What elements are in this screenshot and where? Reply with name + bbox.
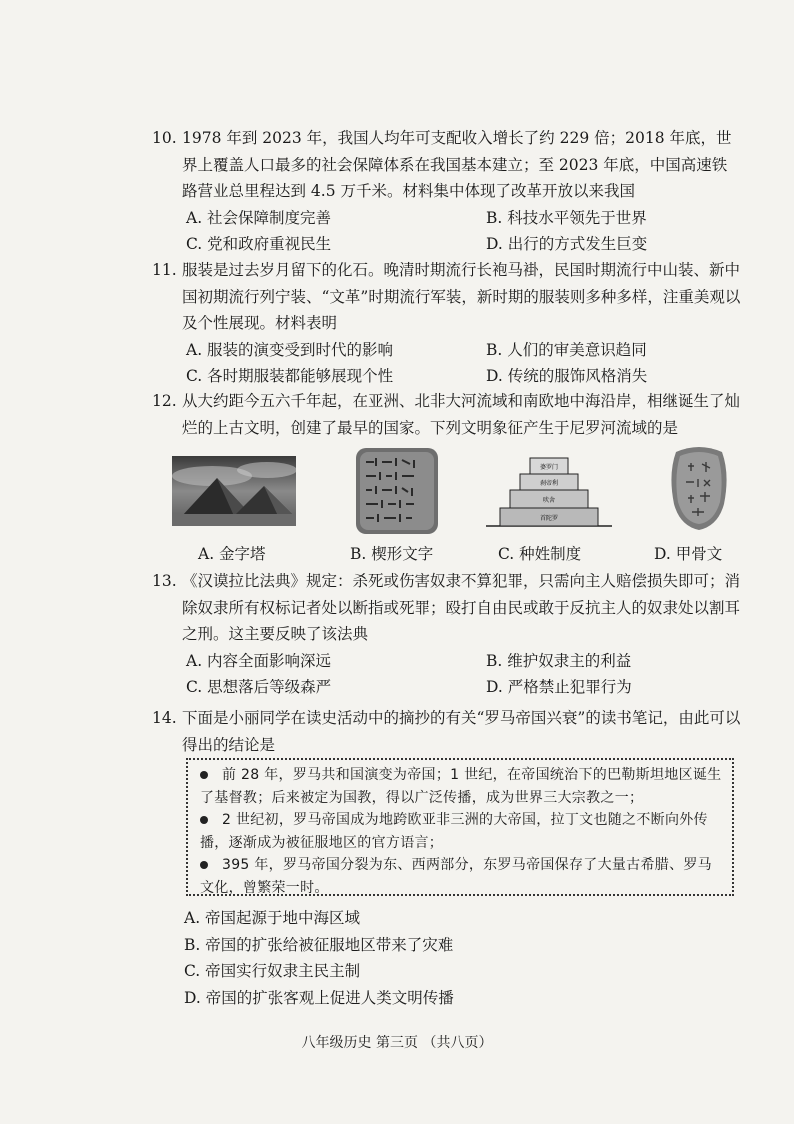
question-number: 14.	[152, 709, 177, 727]
option-c[interactable]: C. 思想落后等级森严	[186, 678, 332, 696]
bullet-icon	[200, 816, 208, 824]
question-10	[152, 125, 742, 258]
option-c[interactable]: C. 帝国实行奴隶主民主制	[184, 962, 361, 980]
option-b[interactable]: B. 帝国的扩张给被征服地区带来了灾难	[184, 935, 454, 954]
question-stem: 《汉谟拉比法典》规定：杀死或伤害奴隶不算犯罪，只需向主人赔偿损失即可；消除奴隶所有权标记者处以断指或死罪；殴打自由民或敢于反抗主人的奴隶处以割耳之刑。这主要反映了该法典	[182, 572, 741, 643]
option-c[interactable]: C. 党和政府重视民生	[186, 235, 332, 253]
cuneiform-tablet-image[interactable]	[354, 446, 440, 536]
option-b[interactable]: B. 维护奴隶主的利益	[486, 651, 632, 670]
caste-level-2: 刹帝利	[539, 480, 559, 487]
option-pictures	[172, 446, 762, 536]
option-a[interactable]: A. 金字塔	[198, 545, 266, 563]
option-a[interactable]: A. 内容全面影响深远	[186, 651, 332, 670]
caste-level-1: 婆罗门	[539, 464, 559, 471]
bullet-icon	[200, 771, 208, 779]
question-stem: 服装是过去岁月留下的化石。晚清时期流行长袍马褂，民国时期流行中山装、新中国初期流行列宁装、“文革”时期流行军装，新时期的服装则多种多样，注重美观以及个性展现。材料表明	[182, 261, 741, 332]
question-number: 11.	[152, 261, 177, 279]
option-d[interactable]: D. 出行的方式发生巨变	[486, 235, 648, 253]
question-14-options	[152, 905, 744, 1011]
caste-system-diagram[interactable]	[486, 452, 612, 532]
option-b[interactable]: B. 人们的审美意识趋同	[486, 340, 647, 359]
bullet-icon	[200, 861, 208, 869]
options	[152, 337, 742, 390]
caste-level-3: 吠舍	[542, 497, 556, 504]
question-stem: 1978 年到 2023 年，我国人均年可支配收入增长了约 229 倍；2018 年底，世界上覆盖人口最多的社会保障体系在我国基本建立；至 2023 年底，中国高速铁路营业总里程达到 4.5 万千米。材料集中体现了改革开放以来我国	[182, 129, 732, 200]
question-13	[152, 568, 742, 701]
options	[152, 648, 742, 701]
question-stem: 从大约距今五六千年起，在亚洲、北非大河流域和南欧地中海沿岸，相继诞生了灿烂的上古文明，创建了最早的国家。下列文明象征产生于尼罗河流域的是	[182, 392, 741, 437]
options	[152, 205, 742, 258]
note-2: 2 世纪初，罗马帝国成为地跨欧亚非三洲的大帝国，拉丁文也随之不断向外传播，逐渐成为被征服地区的官方语言；	[200, 812, 708, 851]
option-b[interactable]: B. 科技水平领先于世界	[486, 208, 647, 227]
option-a[interactable]: A. 帝国起源于地中海区域	[184, 909, 361, 927]
oracle-bone-image[interactable]	[666, 444, 732, 532]
option-d[interactable]: D. 传统的服饰风格消失	[486, 367, 648, 385]
option-a[interactable]: A. 服装的演变受到时代的影响	[186, 340, 394, 359]
option-c[interactable]: C. 各时期服装都能够展现个性	[186, 367, 394, 385]
option-b[interactable]: B. 楔形文字	[350, 545, 434, 563]
option-a[interactable]: A. 社会保障制度完善	[186, 208, 332, 227]
question-number: 10.	[152, 129, 177, 147]
pyramid-image[interactable]	[172, 456, 296, 526]
option-c[interactable]: C. 种姓制度	[498, 545, 582, 563]
question-12	[152, 388, 742, 441]
question-14	[152, 705, 742, 758]
option-d[interactable]: D. 严格禁止犯罪行为	[486, 678, 632, 696]
option-d[interactable]: D. 帝国的扩张客观上促进人类文明传播	[184, 988, 454, 1007]
page-footer: 八年级历史 第三页 （共八页）	[301, 1035, 493, 1051]
note-1: 前 28 年，罗马共和国演变为帝国；1 世纪，在帝国统治下的巴勒斯坦地区诞生了基督教；后来被定为国教，得以广泛传播，成为世界三大宗教之一；	[200, 767, 722, 806]
reading-notes-box	[186, 758, 734, 896]
question-number: 12.	[152, 392, 177, 410]
option-d[interactable]: D. 甲骨文	[654, 545, 723, 563]
question-number: 13.	[152, 572, 177, 590]
question-11	[152, 257, 742, 390]
caste-level-4: 首陀罗	[539, 515, 559, 522]
question-stem: 下面是小丽同学在读史活动中的摘抄的有关“罗马帝国兴衰”的读书笔记，由此可以得出的结论是	[182, 709, 741, 754]
note-3: 395 年，罗马帝国分裂为东、西两部分，东罗马帝国保存了大量古希腊、罗马文化，曾繁荣一时。	[200, 857, 712, 896]
